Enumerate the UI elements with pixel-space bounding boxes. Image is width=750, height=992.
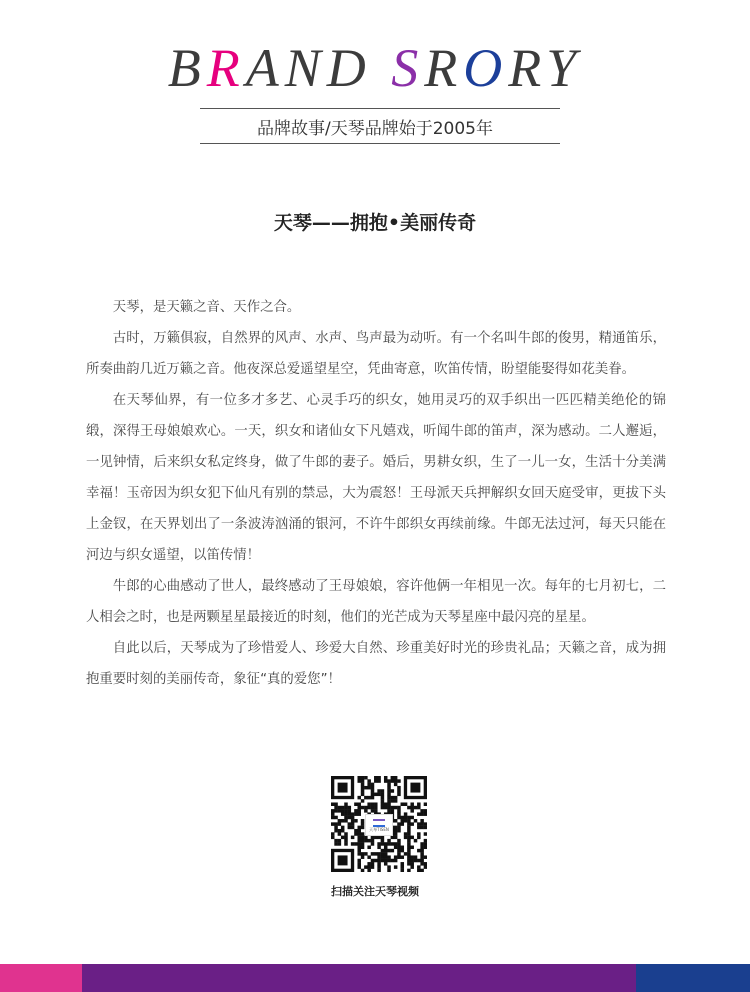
section-title: 天琴——拥抱•美丽传奇 bbox=[273, 212, 477, 234]
brand-letter: R bbox=[206, 38, 246, 98]
story-body bbox=[86, 292, 666, 695]
story-paragraph: 自此以后，天琴成为了珍惜爱人、珍爱大自然、珍重美好时光的珍贵礼品；天籁之音，成为拥抱重要时刻的美丽传奇，象征“真的爱您”！ bbox=[86, 641, 666, 687]
story-paragraph: 牛郎的心曲感动了世人，最终感动了王母娘娘，容许他俩一年相见一次。每年的七月初七，二人相会之时，也是两颗星星最接近的时刻，他们的光芒成为天琴星座中最闪亮的星星。 bbox=[86, 579, 666, 625]
brand-letter: O bbox=[463, 38, 509, 98]
story-paragraph: 古时，万籁俱寂，自然界的风声、水声、鸟声最为动听。有一个名叫牛郎的俊男，精通笛乐，所奏曲韵几近万籁之音。他夜深总爱遥望星空，凭曲寄意，吹笛传情，盼望能娶得如花美眷。 bbox=[86, 331, 666, 377]
brand-subtitle: 品牌故事/天琴品牌始于2005年 bbox=[257, 119, 493, 139]
brand-letter: R bbox=[424, 38, 464, 98]
brand-letter: B bbox=[167, 38, 207, 98]
qr-brand-logo bbox=[365, 814, 393, 836]
heading-bottom-rule bbox=[200, 143, 560, 144]
brand-letter: D bbox=[326, 38, 392, 98]
footer-color-segment bbox=[0, 964, 82, 992]
story-paragraph: 在天琴仙界，有一位多才多艺、心灵手巧的织女，她用灵巧的双手织出一匹匹精美绝伦的锦缎，深得王母娘娘欢心。一天，织女和诸仙女下凡嬉戏，听闻牛郎的笛声，深为感动。二人邂逅，一见钟情，后来织女私定终身，做了牛郎的妻子。婚后，男耕女织，生了一儿一女，生活十分美满幸福！玉帝因为织女犯下仙凡有别的禁忌，大为震怒！王母派天兵押解织女回天庭受审，更拔下头上金钗，在天界划出了一条波涛汹涌的银河，不许牛郎织女再续前缘。牛郎无法过河，每天只能在河边与织女遥望，以笛传情！ bbox=[86, 393, 666, 563]
footer-color-segment bbox=[82, 964, 636, 992]
qr-caption: 扫描关注天琴视频 bbox=[331, 885, 419, 898]
story-paragraph: 天琴，是天籁之音、天作之合。 bbox=[112, 300, 301, 315]
brand-letter: R bbox=[508, 38, 547, 98]
brand-story-heading bbox=[0, 38, 750, 98]
qr-code[interactable] bbox=[331, 776, 427, 872]
brand-mark-icon bbox=[373, 819, 385, 827]
footer-color-segment bbox=[636, 964, 750, 992]
heading-top-rule bbox=[200, 108, 560, 109]
brand-letter: N bbox=[284, 38, 327, 98]
qr-logo-text: 天琴TISEN bbox=[369, 826, 389, 832]
brand-letter: Y bbox=[546, 38, 583, 98]
brand-letter: S bbox=[391, 38, 425, 98]
brand-letter: A bbox=[245, 38, 285, 98]
